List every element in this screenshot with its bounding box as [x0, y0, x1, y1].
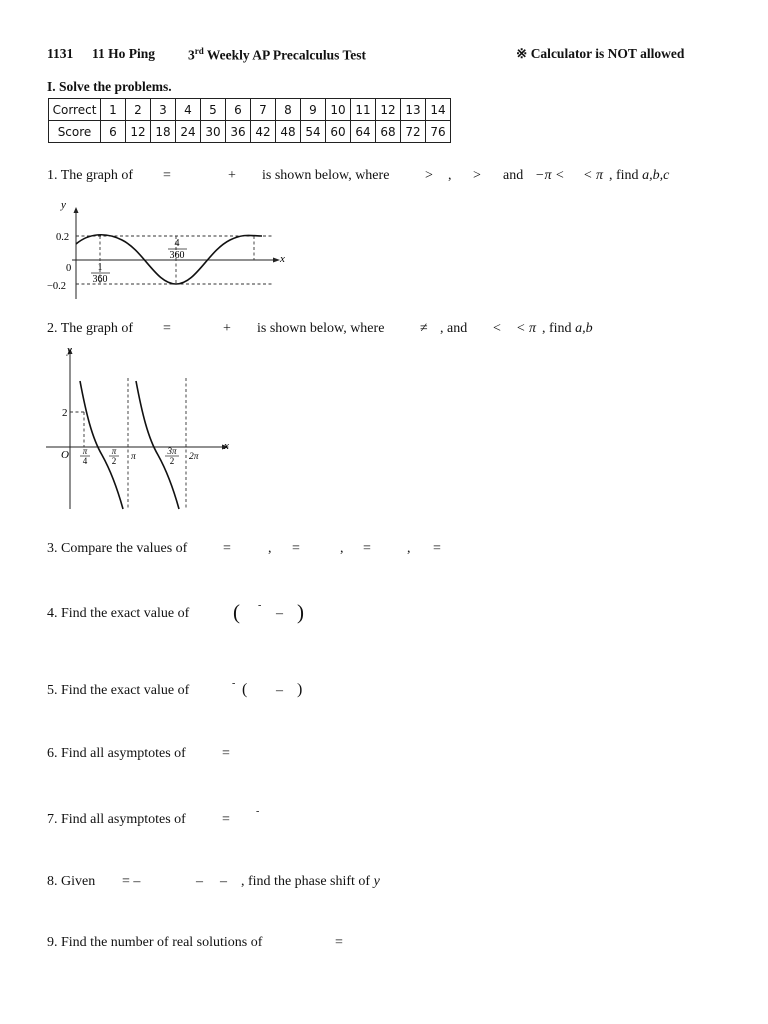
correct-label: Correct [49, 99, 101, 121]
q2-and: , and [440, 321, 468, 336]
q8-equals: = – [122, 874, 141, 889]
score-cell: 36 [226, 121, 251, 143]
q4-rparen: ) [297, 600, 304, 624]
score-row [49, 121, 451, 143]
q7-equals: = [222, 812, 230, 827]
q8-minus1: – [196, 874, 203, 889]
q3-eq1: = [223, 541, 231, 556]
svg-text:360: 360 [92, 274, 108, 285]
q2-plus: + [223, 321, 231, 336]
q2-curve-branch-1 [80, 381, 123, 509]
q6-text: 6. Find all asymptotes of [47, 746, 186, 761]
q3-comma3: , [407, 541, 411, 556]
q1-y-axis-label: y [61, 203, 66, 211]
q3-comma2: , [340, 541, 344, 556]
q1-find: , find a,b,c [609, 168, 670, 183]
q2-guide-lines [70, 378, 186, 509]
correct-cell: 7 [251, 99, 276, 121]
header-notice: ※ Calculator is NOT allowed [516, 46, 685, 61]
q2-origin-label: O [61, 449, 69, 461]
q4-text: 4. Find the exact value of [47, 606, 190, 621]
score-cell: 60 [326, 121, 351, 143]
score-cell: 68 [376, 121, 401, 143]
correct-cell: 11 [351, 99, 376, 121]
q2-equals: = [163, 321, 171, 336]
q4-inverse: - [258, 600, 262, 611]
correct-cell: 3 [151, 99, 176, 121]
reference-mark-icon: ※ [516, 46, 528, 61]
q5-inverse: - [232, 678, 236, 689]
q1-y-neg-label: −0.2 [47, 281, 67, 292]
score-cell: 54 [301, 121, 326, 143]
correct-row [49, 99, 451, 121]
score-cell: 72 [401, 121, 426, 143]
q2-lt-pi: < π [516, 321, 536, 336]
q2-mid: is shown below, where [257, 321, 385, 336]
correct-cell: 6 [226, 99, 251, 121]
svg-text:π: π [111, 446, 117, 456]
score-cell: 6 [101, 121, 126, 143]
q8-text: 8. Given [47, 874, 96, 889]
svg-text:2: 2 [111, 456, 117, 466]
score-cell: 24 [176, 121, 201, 143]
q1-lt-pi: < π [583, 168, 603, 183]
score-cell: 30 [201, 121, 226, 143]
header-school: 11 Ho Ping [92, 46, 156, 61]
score-cell: 48 [276, 121, 301, 143]
q2-find: , find a,b [542, 321, 593, 336]
svg-text:4: 4 [174, 238, 180, 249]
q1-prefix: 1. The graph of [47, 168, 134, 183]
correct-cell: 14 [426, 99, 451, 121]
q5-text: 5. Find the exact value of [47, 683, 190, 698]
q8-tail: , find the phase shift of y [241, 874, 380, 889]
q2-y-axis-label: y [67, 344, 72, 356]
q2-tick-pi-over-2 [109, 446, 119, 466]
header-title: 3rd Weekly AP Precalculus Test [188, 46, 367, 63]
q1-and: and [503, 168, 524, 183]
q1-neg-pi: −π < [535, 168, 565, 183]
correct-cell: 9 [301, 99, 326, 121]
correct-cell: 1 [101, 99, 126, 121]
correct-cell: 2 [126, 99, 151, 121]
q6-equals: = [222, 746, 230, 761]
q1-gt1: > [425, 168, 433, 183]
q5-minus: – [276, 683, 283, 698]
correct-cell: 10 [326, 99, 351, 121]
q2-tick-2pi: 2π [189, 452, 199, 462]
q1-gt2: > [473, 168, 481, 183]
svg-text:4: 4 [82, 456, 88, 466]
score-cell: 12 [126, 121, 151, 143]
q7-inverse: - [256, 806, 260, 817]
q1-equals: = [163, 168, 171, 183]
score-label: Score [49, 121, 101, 143]
q1-mid: is shown below, where [262, 168, 390, 183]
header-code: 1131 [47, 46, 74, 61]
q9-equals: = [335, 935, 343, 950]
svg-text:π: π [82, 446, 88, 456]
q1-y-pos-label: 0.2 [56, 232, 70, 243]
q9-text: 9. Find the number of real solutions of [47, 935, 263, 950]
q2-curve-branch-2 [136, 381, 179, 509]
q3-text: 3. Compare the values of [47, 541, 188, 556]
q1-fraction-1 [91, 262, 110, 285]
q1-comma: , [448, 168, 452, 183]
q2-cot-graph [44, 343, 234, 511]
q5-lparen: ( [242, 681, 248, 698]
svg-text:1: 1 [97, 262, 103, 273]
correct-cell: 12 [376, 99, 401, 121]
q2-axes [46, 348, 229, 509]
section-title: I. Solve the problems. [47, 79, 172, 94]
score-table [48, 98, 451, 143]
q2-x-axis-label: x [224, 440, 229, 452]
correct-cell: 8 [276, 99, 301, 121]
correct-cell: 5 [201, 99, 226, 121]
q2-prefix: 2. The graph of [47, 321, 134, 336]
q4-minus: – [276, 606, 283, 621]
q1-y-zero-label: 0 [66, 263, 72, 274]
q2-y-tick: 2 [62, 407, 68, 419]
q3-eq4: = [433, 541, 441, 556]
q1-sine-graph [44, 203, 290, 301]
score-cell: 64 [351, 121, 376, 143]
svg-text:2: 2 [169, 456, 175, 466]
q1-plus: + [228, 168, 236, 183]
q2-neq: ≠ [420, 321, 428, 336]
q2-tick-pi: π [131, 452, 136, 462]
correct-cell: 4 [176, 99, 201, 121]
score-cell: 76 [426, 121, 451, 143]
q4-lparen: ( [233, 600, 240, 624]
svg-text:360: 360 [169, 250, 185, 261]
score-cell: 18 [151, 121, 176, 143]
q2-lt: < [493, 321, 501, 336]
q8-minus2: – [220, 874, 227, 889]
q2-tick-3pi-over-2 [165, 446, 179, 466]
correct-cell: 13 [401, 99, 426, 121]
q3-eq3: = [363, 541, 371, 556]
score-cell: 42 [251, 121, 276, 143]
q1-fraction-2 [168, 238, 187, 261]
q7-text: 7. Find all asymptotes of [47, 812, 186, 827]
q2-tick-pi-over-4 [80, 446, 90, 466]
q3-comma1: , [268, 541, 272, 556]
svg-text:3π: 3π [167, 446, 177, 456]
q5-rparen: ) [297, 681, 303, 698]
q3-eq2: = [292, 541, 300, 556]
q1-x-axis-label: x [280, 253, 285, 265]
